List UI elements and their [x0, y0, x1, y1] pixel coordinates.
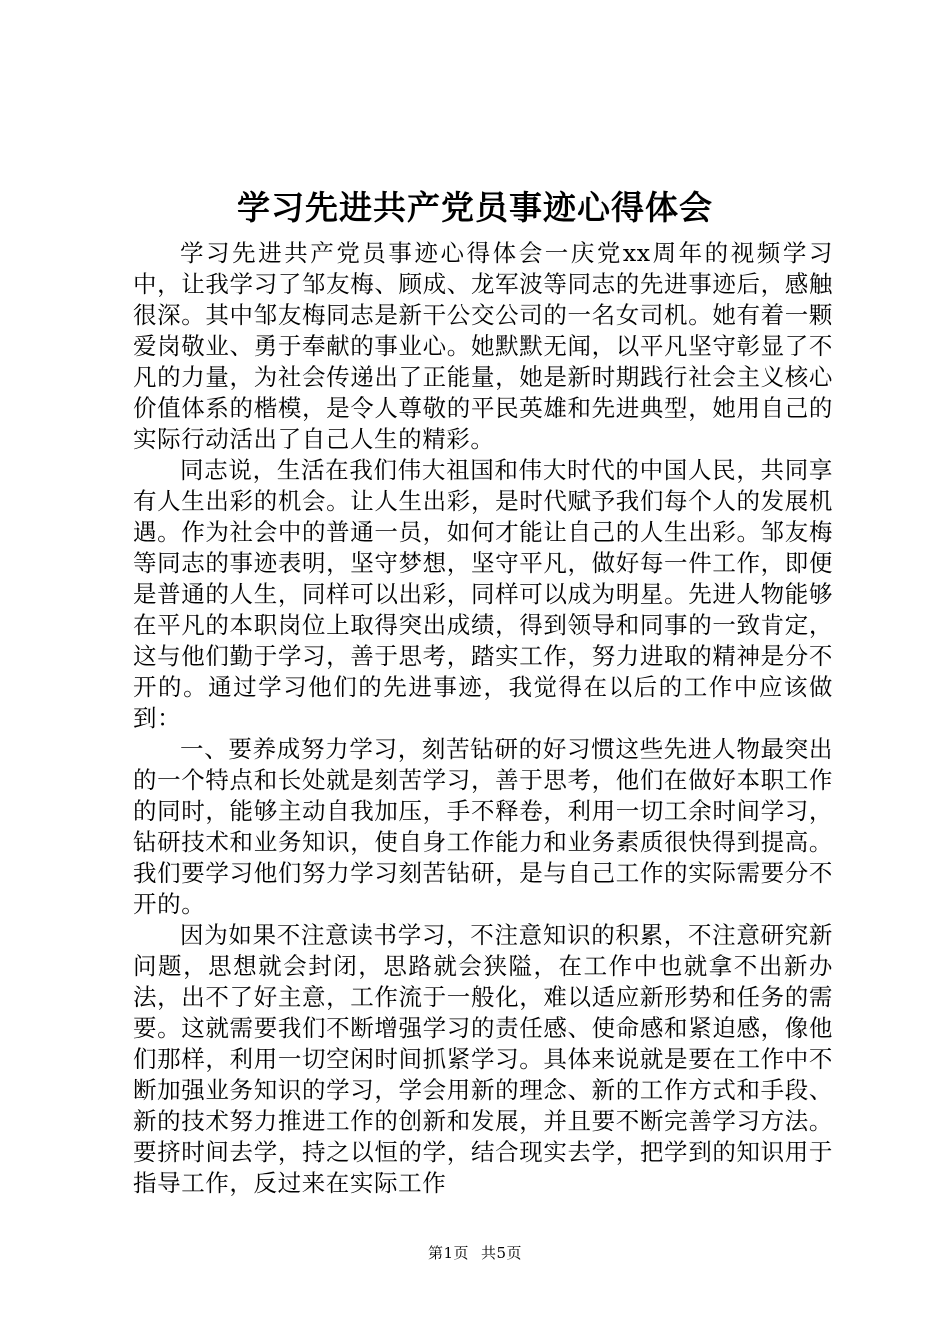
document-body: [133, 238, 833, 1199]
page-footer: [0, 1243, 950, 1263]
page-total: 共5页: [481, 1244, 523, 1262]
paragraph: 同志说，生活在我们伟大祖国和伟大时代的中国人民，共同享有人生出彩的机会。让人生出彩，是时代赋予我们每个人的发展机遇。作为社会中的普通一员，如何才能让自己的人生出彩。邹友梅等同志的事迹表明，坚守梦想，坚守平凡，做好每一件工作，即便是普通的人生，同样可以出彩，同样可以成为明星。先进人物能够在平凡的本职岗位上取得突出成绩，得到领导和同事的一致肯定，这与他们勤于学习，善于思考，踏实工作，努力进取的精神是分不开的。通过学习他们的先进事迹，我觉得在以后的工作中应该做到：: [133, 456, 833, 732]
paragraph: 一、要养成努力学习，刻苦钻研的好习惯这些先进人物最突出的一个特点和长处就是刻苦学习，善于思考，他们在做好本职工作的同时，能够主动自我加压，手不释卷，利用一切工余时间学习，钻研技术和业务知识，使自身工作能力和业务素质很快得到提高。我们要学习他们努力学习刻苦钻研，是与自己工作的实际需要分不开的。: [133, 735, 833, 918]
paragraph: 因为如果不注意读书学习，不注意知识的积累，不注意研究新问题，思想就会封闭，思路就会狭隘，在工作中也就拿不出新办法，出不了好主意，工作流于一般化，难以适应新形势和任务的需要。这就需要我们不断增强学习的责任感、使命感和紧迫感，像他们那样，利用一切空闲时间抓紧学习。具体来说就是要在工作中不断加强业务知识的学习，学会用新的理念、新的工作方式和手段、新的技术努力推进工作的创新和发展，并且要不断完善学习方法。要挤时间去学，持之以恒的学，结合现实去学，把学到的知识用于指导工作，反过来在实际工作: [133, 921, 833, 1197]
paragraph: 学习先进共产党员事迹心得体会一庆党xx周年的视频学习中，让我学习了邹友梅、顾成、龙军波等同志的先进事迹后，感触很深。其中邹友梅同志是新干公交公司的一名女司机。她有着一颗爱岗敬业、勇于奉献的事业心。她默默无闻，以平凡坚守彰显了不凡的力量，为社会传递出了正能量，她是新时期践行社会主义核心价值体系的楷模，是令人尊敬的平民英雄和先进典型，她用自己的实际行动活出了自己人生的精彩。: [133, 239, 833, 453]
document-title: 学习先进共产党员事迹心得体会: [237, 188, 713, 227]
page-number: 第1页: [427, 1244, 469, 1262]
